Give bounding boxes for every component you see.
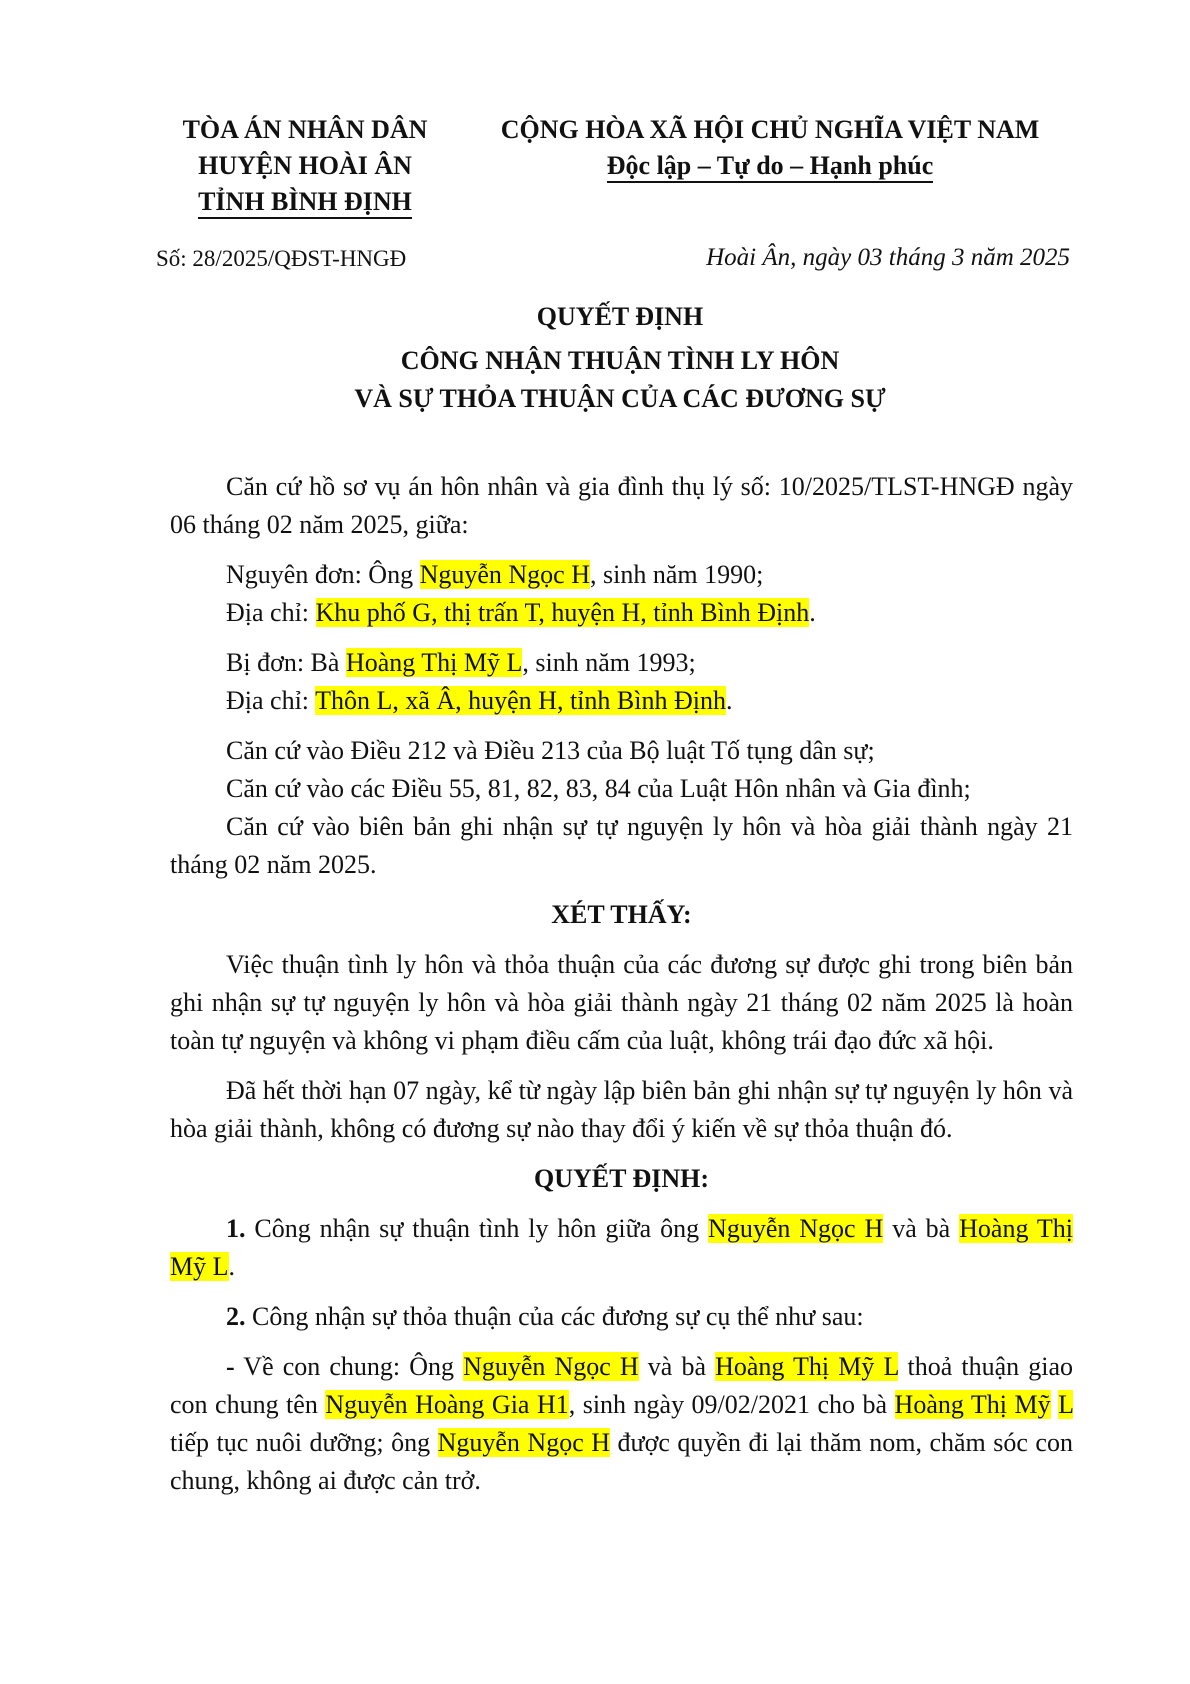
decision-item-2 bbox=[170, 1298, 1073, 1336]
address-label: Địa chỉ: bbox=[226, 686, 316, 715]
legal-basis-3: Căn cứ vào biên bản ghi nhận sự tự nguyện ly hôn và hòa giải thành ngày 21 tháng 02 năm 2025. bbox=[170, 812, 1073, 879]
text: tiếp tục nuôi dưỡng; ông bbox=[170, 1428, 438, 1457]
defendant-name-cont: L bbox=[1058, 1390, 1074, 1419]
plaintiff-name: Nguyễn Ngọc H bbox=[419, 560, 590, 589]
defendant-line bbox=[170, 644, 1073, 682]
finding-paragraph-1: Việc thuận tình ly hôn và thỏa thuận của các đương sự được ghi trong biên bản ghi nhận sự tự nguyện ly hôn và hòa giải thành ngày 21 tháng 02 năm 2025 là hoàn toàn tự nguyện và không vi phạm điều cấm của luật, không trái đạo đức xã hội. bbox=[170, 950, 1073, 1055]
national-header bbox=[470, 112, 1070, 184]
child-custody-paragraph bbox=[170, 1348, 1073, 1500]
text: được quyền đi lại thăm nom, chăm sóc con chung, không ai được cản trở. bbox=[170, 1428, 1073, 1495]
plaintiff-name: Nguyễn Ngọc H bbox=[437, 1428, 611, 1457]
period: . bbox=[809, 598, 816, 627]
text: Về con chung: Ông bbox=[234, 1352, 464, 1381]
plaintiff-name: Nguyễn Ngọc H bbox=[463, 1352, 639, 1381]
plaintiff-line bbox=[170, 556, 1073, 594]
legal-basis-2: Căn cứ vào các Điều 55, 81, 82, 83, 84 của Luật Hôn nhân và Gia đình; bbox=[226, 774, 971, 803]
court-name-line1: TÒA ÁN NHÂN DÂN bbox=[182, 115, 428, 144]
defendant-birth-year: , sinh năm 1993; bbox=[522, 648, 696, 677]
decision-subtitle-line1: CÔNG NHẬN THUẬN TÌNH LY HÔN bbox=[400, 346, 840, 375]
text: , sinh ngày 09/02/2021 cho bà bbox=[568, 1390, 895, 1419]
legal-basis-1: Căn cứ vào Điều 212 và Điều 213 của Bộ luật Tố tụng dân sự; bbox=[226, 736, 875, 765]
heading-findings: XÉT THẤY: bbox=[551, 900, 692, 929]
document-number: Số: 28/2025/QĐST-HNGĐ bbox=[156, 246, 407, 271]
item-text: Công nhận sự thỏa thuận của các đương sự cụ thể như sau: bbox=[245, 1302, 864, 1331]
place-and-date: Hoài Ân, ngày 03 tháng 3 năm 2025 bbox=[706, 244, 1070, 271]
defendant-address: Thôn L, xã Â, huyện H, tỉnh Bình Định bbox=[315, 686, 726, 715]
plaintiff-address-line bbox=[170, 594, 1073, 632]
defendant-name-cont: Mỹ L bbox=[170, 1252, 229, 1281]
dash: - bbox=[226, 1352, 235, 1381]
text: thoả thuận giao con chung tên bbox=[170, 1352, 1073, 1419]
address-label: Địa chỉ: bbox=[226, 598, 316, 627]
plaintiff-label: Nguyên đơn: Ông bbox=[226, 560, 420, 589]
plaintiff-address: Khu phố G, thị trấn T, huyện H, tỉnh Bình Định bbox=[315, 598, 810, 627]
decision-title: QUYẾT ĐỊNH bbox=[536, 302, 704, 331]
national-title: CỘNG HÒA XÃ HỘI CHỦ NGHĨA VIỆT NAM bbox=[500, 115, 1040, 144]
plaintiff-name: Nguyễn Ngọc H bbox=[708, 1214, 884, 1243]
defendant-name: Hoàng Thị Mỹ L bbox=[715, 1352, 899, 1381]
plaintiff-birth-year: , sinh năm 1990; bbox=[590, 560, 764, 589]
defendant-label: Bị đơn: Bà bbox=[226, 648, 346, 677]
finding-paragraph-2: Đã hết thời hạn 07 ngày, kể từ ngày lập biên bản ghi nhận sự tự nguyện ly hôn và hòa giải thành, không có đương sự nào thay đổi ý kiến về sự thỏa thuận đó. bbox=[170, 1076, 1073, 1143]
court-header bbox=[160, 112, 450, 220]
decision-item-1 bbox=[170, 1210, 1073, 1286]
conjunction: và bà bbox=[638, 1352, 716, 1381]
period: . bbox=[725, 686, 733, 715]
case-basis-paragraph: Căn cứ hồ sơ vụ án hôn nhân và gia đình thụ lý số: 10/2025/TLST-HNGĐ ngày 06 tháng 02 năm 2025, giữa: bbox=[170, 472, 1073, 539]
defendant-address-line bbox=[170, 682, 1073, 720]
defendant-name: Hoàng Thị bbox=[959, 1214, 1073, 1243]
conjunction: và bà bbox=[883, 1214, 960, 1243]
decision-subtitle-line2: VÀ SỰ THỎA THUẬN CỦA CÁC ĐƯƠNG SỰ bbox=[354, 384, 886, 413]
child-name: Nguyễn Hoàng Gia H1 bbox=[325, 1390, 569, 1419]
court-name-line3: TỈNH BÌNH ĐỊNH bbox=[198, 187, 412, 219]
defendant-name: Hoàng Thị Mỹ bbox=[894, 1390, 1051, 1419]
defendant-name: Hoàng Thị Mỹ L bbox=[345, 648, 523, 677]
period: . bbox=[228, 1252, 235, 1281]
heading-decision: QUYẾT ĐỊNH: bbox=[533, 1164, 710, 1193]
item-number: 1. bbox=[226, 1214, 246, 1243]
national-motto: Độc lập – Tự do – Hạnh phúc bbox=[607, 151, 934, 183]
item-text: Công nhận sự thuận tình ly hôn giữa ông bbox=[245, 1214, 709, 1243]
court-name-line2: HUYỆN HOÀI ÂN bbox=[198, 151, 412, 180]
item-number: 2. bbox=[226, 1302, 246, 1331]
document-body bbox=[170, 468, 1073, 1500]
